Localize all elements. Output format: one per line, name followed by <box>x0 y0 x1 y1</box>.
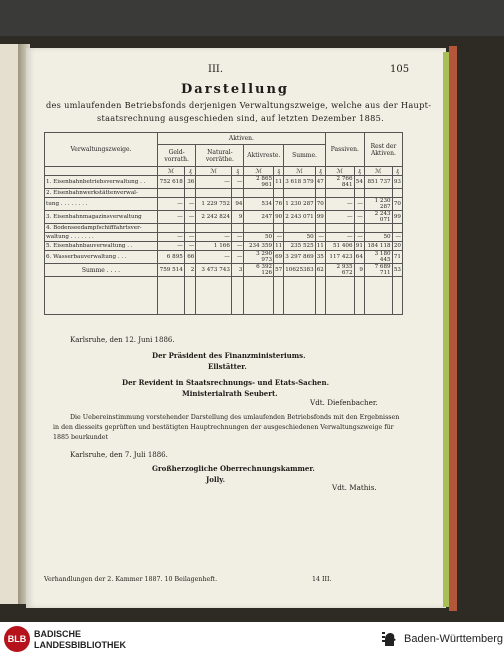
row-value: — <box>184 198 196 211</box>
row-label: 4. Bodenseedampfschifffahrtsver- <box>45 224 158 233</box>
row-value: 90 <box>274 211 284 224</box>
unit-cell: ℳ <box>244 167 274 176</box>
subtitle-line-1: des umlaufenden Betriebsfonds derjenigen Verwaltungszweige, welche aus der Haupt- <box>46 100 432 110</box>
unit-cell: ₰ <box>315 167 325 176</box>
row-value: 69 <box>274 251 284 264</box>
row-value: 3 180 445 <box>364 251 392 264</box>
row-value: — <box>196 233 232 242</box>
row-value: 184 118 <box>364 242 392 251</box>
row-value: 6 895 <box>158 251 185 264</box>
unit-cell: ₰ <box>184 167 196 176</box>
signer-name-3: Jolly. <box>206 475 226 484</box>
row-value: 1 230 287 <box>364 198 392 211</box>
row-value: 11 <box>316 243 324 249</box>
confirm-line-1: Die Uebereinstimmung vorstehender Darstellung des umlaufenden Betriebsfonds mit den Ergebnissen <box>70 414 400 421</box>
sum-label: Summe . . . . <box>45 264 158 277</box>
row-value: 2 243 071 <box>364 211 392 224</box>
row-value: — <box>158 233 185 242</box>
row-value <box>354 224 364 233</box>
fonds-table <box>44 132 403 315</box>
empty-row <box>45 277 403 315</box>
row-value <box>325 189 354 198</box>
place-date-2: Karlsruhe, den 7. Juli 1886. <box>70 451 168 459</box>
footer-right: 14 III. <box>312 576 332 583</box>
row-value: — <box>196 176 232 189</box>
row-value: 534 <box>244 198 274 211</box>
row-value: 93 <box>392 176 402 189</box>
row-value: — <box>354 233 364 242</box>
row-value <box>392 224 402 233</box>
blb-logo: BLB <box>4 626 30 652</box>
sum-cell: 53 <box>392 264 402 277</box>
signer-office-1: Der Präsident des Finanzministeriums. <box>152 351 306 360</box>
table-row <box>45 224 403 233</box>
row-label: tung . . . . . . . . <box>45 198 158 211</box>
row-value <box>364 224 392 233</box>
vdt-2: Vdt. Mathis. <box>332 483 377 492</box>
row-value <box>158 224 185 233</box>
subtitle-line-2: staatsrechnung ausgeschieden sind, auf letzten Dezember 1885. <box>97 113 385 123</box>
blb-line-1: BADISCHE <box>34 629 82 639</box>
row-value <box>244 224 274 233</box>
sum-cell: 2 <box>184 264 196 277</box>
row-value <box>392 189 402 198</box>
row-value: — <box>158 198 185 211</box>
row-value: 247 <box>244 211 274 224</box>
row-value: 2 766 841 <box>325 176 354 189</box>
row-value: 70 <box>392 198 402 211</box>
table-row <box>45 242 403 251</box>
row-value: — <box>184 233 196 242</box>
unit-cell: ℳ <box>284 167 315 176</box>
row-value: 54 <box>354 176 364 189</box>
sum-cell: 62 <box>315 264 325 277</box>
table-row <box>45 233 403 242</box>
row-value: — <box>158 242 185 251</box>
row-label: 2. Eisenbahnwerkstättenverwal- <box>45 189 158 198</box>
unit-cell: ₰ <box>231 167 244 176</box>
row-value <box>196 224 232 233</box>
row-value: 117 423 <box>325 251 354 264</box>
row-value: 50 <box>284 233 315 242</box>
row-value: — <box>158 211 185 224</box>
sum-cell: 3 473 743 <box>196 264 232 277</box>
row-value: 51 406 <box>325 242 354 251</box>
row-value: 20 <box>393 243 401 249</box>
unit-cell: ₰ <box>354 167 364 176</box>
row-value: 50 <box>244 233 274 242</box>
row-value: 35 <box>315 251 325 264</box>
confirm-line-3: 1885 beurkundet <box>53 434 109 441</box>
row-value: 91 <box>355 243 363 249</box>
table-row <box>45 189 403 198</box>
row-value: — <box>184 242 196 251</box>
row-value: — <box>274 233 284 242</box>
row-value <box>315 189 325 198</box>
row-value: — <box>325 211 354 224</box>
signer-office-3: Großherzogliche Oberrechnungskammer. <box>152 464 315 473</box>
row-value: 11 <box>275 243 283 249</box>
row-value <box>284 189 315 198</box>
row-value: — <box>231 242 244 251</box>
row-value: 1 166 <box>196 242 232 251</box>
row-value: 3 297 869 <box>284 251 315 264</box>
row-value <box>231 224 244 233</box>
signer-name-1: Ellstätter. <box>208 362 247 371</box>
row-value: 851 737 <box>364 176 392 189</box>
row-value: 76 <box>274 198 284 211</box>
page-edge-red <box>449 46 457 611</box>
row-value <box>244 189 274 198</box>
row-value: — <box>325 198 354 211</box>
signer-name-2: Ministerialrath Seubert. <box>182 389 278 398</box>
row-value <box>315 224 325 233</box>
blb-line-2: LANDESBIBLIOTHEK <box>34 640 126 650</box>
row-label: 5. Eisenbahnbauverwaltung . . <box>45 242 158 251</box>
confirm-line-2: in den diesseits geprüften und bestätigten Hauptrechnungen der ausgeschiedenen Verwaltungszweige für <box>53 424 394 431</box>
table-row <box>45 176 403 189</box>
row-value: — <box>231 176 244 189</box>
header-rest: Rest der Aktiven. <box>364 133 402 167</box>
row-value: 64 <box>354 251 364 264</box>
row-value: 71 <box>392 251 402 264</box>
row-value: 94 <box>231 198 244 211</box>
row-value <box>231 189 244 198</box>
table-row <box>45 198 403 211</box>
row-value: 99 <box>392 211 402 224</box>
header-geld: Geld-vorrath. <box>158 145 196 167</box>
table-row <box>45 251 403 264</box>
row-value <box>184 224 196 233</box>
row-value: 11 <box>274 176 284 189</box>
sum-cell: 57 <box>274 264 284 277</box>
row-value: — <box>184 211 196 224</box>
row-value: 36 <box>184 176 196 189</box>
row-value: 3 290 973 <box>244 251 274 264</box>
unit-row-label <box>45 167 158 176</box>
row-label: 1. Eisenbahnbetriebsverwaltung . . <box>45 176 158 189</box>
row-value <box>158 189 185 198</box>
bw-lion-icon <box>382 630 398 648</box>
row-label: waltung . . . . . . . <box>45 233 158 242</box>
table-body <box>45 176 403 264</box>
sum-cell: 6 392 126 <box>244 264 274 277</box>
row-value: 47 <box>315 176 325 189</box>
row-value <box>325 224 354 233</box>
row-value: 752 618 <box>158 176 185 189</box>
section-number: III. <box>208 64 224 75</box>
row-value: — <box>231 233 244 242</box>
sum-cell: 2 935 672 <box>325 264 354 277</box>
row-value: 70 <box>315 198 325 211</box>
bw-label: Baden-Württemberg <box>404 633 504 645</box>
place-date-1: Karlsruhe, den 12. Juni 1886. <box>70 336 175 344</box>
header-aktiven: Aktiven. <box>158 133 326 145</box>
sum-cell: 759 514 <box>158 264 185 277</box>
row-value: 1 230 287 <box>284 198 315 211</box>
row-value: 2 865 961 <box>244 176 274 189</box>
unit-cell: ℳ <box>325 167 354 176</box>
unit-cell: ₰ <box>392 167 402 176</box>
header-verwaltung: Verwaltungszweige. <box>45 133 158 167</box>
vdt-1: Vdt. Diefenbacher. <box>310 398 378 407</box>
row-value: 99 <box>315 211 325 224</box>
row-value <box>196 189 232 198</box>
row-label: 6. Wasserbauverwaltung . . . <box>45 251 158 264</box>
row-value: 50 <box>364 233 392 242</box>
row-value: — <box>315 233 325 242</box>
row-value: — <box>231 251 244 264</box>
unit-cell: ℳ <box>158 167 185 176</box>
row-value: — <box>196 251 232 264</box>
row-value: — <box>325 233 354 242</box>
unit-cell: ℳ <box>196 167 232 176</box>
row-value: 1 229 752 <box>196 198 232 211</box>
row-value: 3 618 579 <box>284 176 315 189</box>
row-value: — <box>354 211 364 224</box>
row-value <box>274 224 284 233</box>
sum-row <box>45 264 403 277</box>
row-value: — <box>354 198 364 211</box>
footer-left: Verhandlungen der 2. Kammer 1887. 10 Beilagenheft. <box>44 576 218 583</box>
unit-cell: ℳ <box>364 167 392 176</box>
row-value: 2 243 071 <box>284 211 315 224</box>
row-value: 2 242 824 <box>196 211 232 224</box>
sum-cell: 3 <box>231 264 244 277</box>
row-value <box>284 224 315 233</box>
document-title: Darstellung <box>181 82 290 97</box>
table-row <box>45 211 403 224</box>
signer-office-2: Der Revident in Staatsrechnungs- und Etats-Sachen. <box>122 378 330 387</box>
row-value <box>184 189 196 198</box>
sum-cell: 9 <box>354 264 364 277</box>
header-natural: Natural-vorräthe. <box>196 145 244 167</box>
row-value <box>274 189 284 198</box>
row-value: 234 359 <box>244 242 274 251</box>
sum-cell: 10625383 <box>284 264 315 277</box>
row-value: 235 525 <box>284 242 315 251</box>
header-aktivreste: Aktivreste. <box>244 145 284 167</box>
unit-cell: ₰ <box>274 167 284 176</box>
row-value: 9 <box>231 211 244 224</box>
row-value: 66 <box>184 251 196 264</box>
row-label: 3. Eisenbahnmagazinsverwaltung <box>45 211 158 224</box>
page-number: 105 <box>390 64 410 75</box>
header-passiven: Passiven. <box>325 133 364 167</box>
header-summe: Summe. <box>284 145 326 167</box>
row-value <box>354 189 364 198</box>
sum-cell: 7 689 711 <box>364 264 392 277</box>
row-value: — <box>392 233 402 242</box>
row-value <box>364 189 392 198</box>
